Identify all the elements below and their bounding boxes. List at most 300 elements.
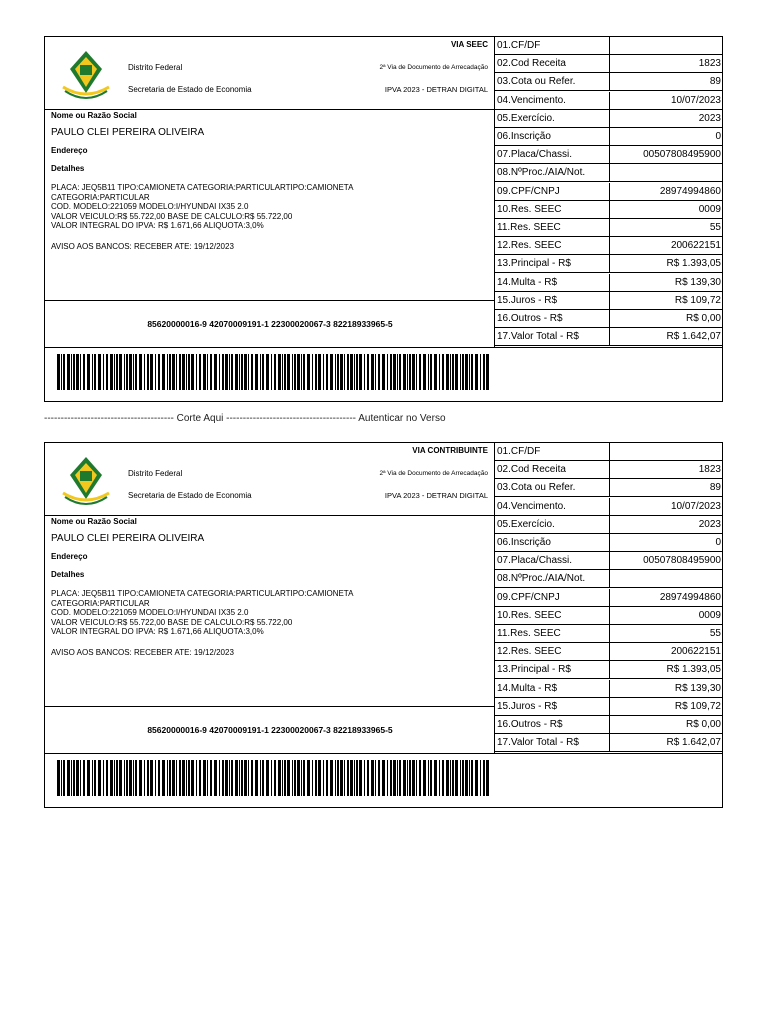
barcode-bar — [428, 354, 429, 390]
barcode-bar — [214, 760, 217, 796]
barcode-bar — [231, 354, 233, 390]
barcode-bar — [147, 760, 149, 796]
barcode-bar — [176, 760, 177, 796]
field-row — [495, 534, 723, 552]
field-value: R$ 139,30 — [609, 680, 723, 697]
barcode-bar — [326, 354, 328, 390]
barcode-bar — [307, 354, 310, 390]
barcode-bar — [106, 760, 108, 796]
barcode-bar — [110, 760, 113, 796]
field-row — [495, 110, 723, 128]
barcode-bar — [356, 354, 358, 390]
barcode-bar — [419, 354, 421, 390]
barcode-bar — [191, 354, 194, 390]
barcode-bar — [251, 354, 253, 390]
barcode-bar — [439, 760, 440, 796]
barcode-bar — [271, 354, 272, 390]
barcode-bar — [278, 760, 281, 796]
barcode — [57, 354, 493, 390]
field-label: 15.Juros - R$ — [497, 700, 558, 712]
barcode-bar — [318, 760, 321, 796]
barcode-bar — [399, 760, 401, 796]
barcode-bar — [393, 760, 396, 796]
barcode-bar — [119, 760, 122, 796]
field-row — [495, 310, 723, 328]
barcode-bar — [94, 354, 96, 390]
ipva-label: IPVA 2023 - DETRAN DIGITAL — [384, 85, 488, 94]
barcode-bar — [155, 354, 156, 390]
field-label: 06.Inscrição — [497, 131, 551, 142]
df-coat-of-arms-icon — [61, 455, 111, 511]
field-value: R$ 1.393,05 — [609, 661, 723, 678]
barcode-bar — [186, 354, 187, 390]
barcode-bar — [73, 354, 75, 390]
field-row — [495, 328, 723, 346]
field-label: 05.Exercício. — [497, 518, 555, 530]
barcode-bar — [139, 354, 142, 390]
barcode-bar — [359, 354, 362, 390]
barcode-bar — [196, 760, 197, 796]
barcode-bar — [430, 354, 432, 390]
barcode-bar — [262, 354, 264, 390]
barcode-bar — [412, 354, 415, 390]
barcode-bar — [71, 760, 72, 796]
details-text — [51, 183, 353, 231]
barcode-bar — [274, 760, 276, 796]
detail-line: VALOR INTEGRAL DO IPVA: R$ 1.671,66 ALIQUOTA:3,0% — [51, 627, 264, 636]
field-value — [609, 443, 723, 460]
via-label: VIA SEEC — [450, 40, 488, 49]
barcode-bar — [129, 760, 132, 796]
barcode-bar — [144, 760, 145, 796]
barcode-bar — [147, 354, 149, 390]
barcode-bar — [367, 354, 369, 390]
field-label: 05.Exercício. — [497, 112, 555, 124]
barcode-bar — [255, 354, 258, 390]
barcode-bar — [483, 760, 485, 796]
barcode-bar — [335, 760, 336, 796]
taxpayer-name: PAULO CLEI PEREIRA OLIVEIRA — [51, 533, 205, 544]
field-label: 09.CPF/CNPJ — [497, 591, 560, 603]
barcode-bar — [176, 354, 177, 390]
barcode-bar — [210, 354, 212, 390]
field-row — [495, 146, 723, 164]
barcode-bar — [347, 760, 349, 796]
barcode-bar — [409, 354, 411, 390]
barcode-bar — [144, 354, 145, 390]
field-value: 0009 — [609, 201, 723, 218]
barcode-bar — [480, 760, 481, 796]
barcode-bar — [222, 354, 224, 390]
field-value — [609, 570, 723, 587]
field-value: 10/07/2023 — [609, 498, 723, 515]
barcode-bar — [274, 354, 276, 390]
field-label: 11.Res. SEEC — [497, 222, 561, 233]
field-label: 16.Outros - R$ — [497, 313, 563, 324]
barcode-bar — [282, 760, 283, 796]
barcode-bar — [241, 760, 243, 796]
barcode-bar — [403, 760, 406, 796]
field-label: 12.Res. SEEC — [497, 646, 562, 658]
barcode-bar — [367, 760, 369, 796]
barcode-bar — [350, 760, 353, 796]
detail-line: CATEGORIA:PARTICULAR — [51, 192, 150, 202]
barcode-bar — [155, 760, 156, 796]
field-row — [495, 92, 723, 110]
barcode — [57, 760, 493, 796]
field-value: 1823 — [609, 55, 723, 72]
barcode-bar — [94, 760, 96, 796]
barcode-bar — [229, 354, 230, 390]
barcode-bar — [350, 354, 353, 390]
field-label: 01.CF/DF — [497, 40, 541, 51]
barcode-bar — [83, 760, 85, 796]
barcode-bar — [450, 354, 451, 390]
barcode-bar — [423, 354, 426, 390]
barcode-bar — [158, 354, 160, 390]
barcode-bar — [199, 760, 201, 796]
barcode-bar — [98, 354, 101, 390]
field-label: 04.Vencimento. — [497, 94, 566, 106]
field-label: 15.Juros - R$ — [497, 294, 558, 306]
field-label: 03.Cota ou Refer. — [497, 482, 576, 494]
field-row — [495, 698, 723, 716]
barcode-bar — [330, 354, 333, 390]
digitable-line: 85620000016-9 42070009191-1 22300020067-3 82218933965-5 — [147, 725, 393, 735]
field-label: 07.Placa/Chassi. — [497, 555, 573, 567]
field-label: 17.Valor Total - R$ — [497, 331, 579, 343]
details-text — [51, 589, 353, 637]
cut-line: --------------------------------------- Corte Aqui --------------------------------------- Autenticar no Verso — [44, 413, 446, 424]
barcode-bar — [416, 760, 417, 796]
barcode-bar — [486, 760, 489, 796]
barcode-bar — [186, 760, 187, 796]
barcode-bar — [251, 760, 253, 796]
field-value: 89 — [609, 479, 723, 496]
barcode-bar — [222, 760, 224, 796]
barcode-bar — [455, 760, 458, 796]
barcode-bar — [235, 354, 238, 390]
barcode-bar — [231, 760, 233, 796]
barcode-bar — [455, 354, 458, 390]
barcode-bar — [450, 760, 451, 796]
barcode-bar — [382, 760, 385, 796]
barcode-bar — [375, 760, 376, 796]
barcode-bar — [330, 760, 333, 796]
barcode-bar — [61, 354, 62, 390]
field-value: 10/07/2023 — [609, 92, 723, 109]
barcode-bar — [399, 354, 401, 390]
field-value: R$ 0,00 — [609, 716, 723, 733]
divider — [45, 300, 495, 301]
barcode-bar — [139, 760, 142, 796]
barcode-bar — [76, 760, 79, 796]
barcode-area — [45, 347, 722, 402]
barcode-bar — [76, 354, 79, 390]
barcode-bar — [271, 760, 272, 796]
barcode-bar — [80, 354, 81, 390]
barcode-bar — [229, 760, 230, 796]
barcode-bar — [235, 760, 238, 796]
barcode-bar — [169, 760, 171, 796]
barcode-bar — [294, 354, 296, 390]
field-value: 00507808495900 — [609, 552, 723, 569]
field-row — [495, 219, 723, 237]
barcode-bar — [462, 354, 464, 390]
detail-line: COD. MODELO:221059 MODELO:I/HYUNDAI IX35 2.0 — [51, 608, 249, 617]
barcode-bar — [393, 354, 396, 390]
field-label: 01.CF/DF — [497, 446, 541, 457]
field-row — [495, 292, 723, 310]
field-label: 13.Principal - R$ — [497, 258, 571, 270]
barcode-bar — [303, 760, 305, 796]
endereco-label: Endereço — [51, 146, 88, 155]
barcode-bar — [219, 760, 220, 796]
barcode-bar — [397, 354, 398, 390]
barcode-bar — [83, 354, 85, 390]
barcode-bar — [260, 760, 261, 796]
barcode-bar — [434, 354, 437, 390]
field-value — [609, 164, 723, 181]
barcode-bar — [225, 354, 228, 390]
barcode-bar — [382, 354, 385, 390]
barcode-bar — [199, 354, 201, 390]
barcode-bar — [446, 760, 449, 796]
barcode-bar — [483, 354, 485, 390]
barcode-bar — [469, 760, 470, 796]
field-value: 0 — [609, 534, 723, 551]
field-label: 06.Inscrição — [497, 537, 551, 548]
barcode-bar — [347, 354, 349, 390]
barcode-bar — [255, 760, 258, 796]
barcode-bar — [110, 354, 113, 390]
barcode-bar — [172, 760, 175, 796]
field-row — [495, 128, 723, 146]
barcode-bar — [133, 354, 134, 390]
barcode-bar — [297, 354, 300, 390]
taxpayer-name: PAULO CLEI PEREIRA OLIVEIRA — [51, 127, 205, 138]
barcode-bar — [442, 760, 444, 796]
barcode-bar — [87, 354, 90, 390]
barcode-bar — [469, 354, 470, 390]
barcode-bar — [150, 760, 153, 796]
field-label: 14.Multa - R$ — [497, 276, 558, 288]
field-label: 03.Cota ou Refer. — [497, 76, 576, 88]
barcode-bar — [344, 760, 345, 796]
barcode-bar — [292, 354, 293, 390]
barcode-bar — [475, 354, 478, 390]
barcode-bar — [378, 354, 380, 390]
barcode-bar — [248, 760, 249, 796]
barcode-bar — [378, 760, 380, 796]
barcode-bar — [409, 760, 411, 796]
barcode-bar — [266, 354, 269, 390]
barcode-bar — [419, 760, 421, 796]
barcode-bar — [207, 354, 208, 390]
barcode-bar — [73, 760, 75, 796]
barcode-bar — [364, 354, 365, 390]
barcode-bar — [248, 354, 249, 390]
barcode-bar — [371, 760, 374, 796]
barcode-bar — [63, 760, 65, 796]
barcode-bar — [318, 354, 321, 390]
field-value: 89 — [609, 73, 723, 90]
barcode-bar — [460, 760, 461, 796]
barcode-bar — [460, 354, 461, 390]
barcode-bar — [116, 354, 118, 390]
nome-label: Nome ou Razão Social — [51, 111, 137, 120]
barcode-bar — [315, 760, 317, 796]
barcode-bar — [225, 760, 228, 796]
field-label: 09.CPF/CNPJ — [497, 185, 560, 197]
barcode-bar — [167, 760, 168, 796]
barcode-bar — [471, 760, 473, 796]
barcode-bar — [129, 354, 132, 390]
barcode-bar — [260, 354, 261, 390]
field-row — [495, 516, 723, 534]
nome-label: Nome ou Razão Social — [51, 517, 137, 526]
barcode-bar — [126, 354, 128, 390]
field-row — [495, 498, 723, 516]
barcode-bar — [407, 760, 408, 796]
barcode-bar — [446, 354, 449, 390]
barcode-bar — [244, 760, 247, 796]
field-row — [495, 274, 723, 292]
barcode-bar — [387, 760, 388, 796]
field-value: 0009 — [609, 607, 723, 624]
divider — [45, 515, 495, 516]
doc-type: 2ª Via de Documento de Arrecadação — [379, 470, 488, 477]
field-row — [495, 37, 723, 55]
barcode-bar — [397, 760, 398, 796]
barcode-bar — [303, 354, 305, 390]
field-value: 200622151 — [609, 237, 723, 254]
barcode-bar — [375, 354, 376, 390]
barcode-bar — [287, 354, 290, 390]
field-row — [495, 443, 723, 461]
barcode-bar — [278, 354, 281, 390]
barcode-bar — [219, 354, 220, 390]
barcode-bar — [196, 354, 197, 390]
barcode-bar — [284, 760, 286, 796]
field-label: 11.Res. SEEC — [497, 628, 561, 639]
field-row — [495, 716, 723, 734]
field-row — [495, 589, 723, 607]
barcode-bar — [335, 354, 336, 390]
field-label: 08.NºProc./AIA/Not. — [497, 167, 586, 179]
barcode-bar — [92, 760, 93, 796]
barcode-bar — [71, 354, 72, 390]
divider — [45, 109, 495, 110]
barcode-bar — [423, 760, 426, 796]
barcode-bar — [452, 354, 454, 390]
barcode-bar — [337, 760, 339, 796]
field-value: 00507808495900 — [609, 146, 723, 163]
barcode-bar — [116, 760, 118, 796]
field-row — [495, 661, 723, 679]
field-row — [495, 237, 723, 255]
field-value: 55 — [609, 219, 723, 236]
field-label: 02.Cod Receita — [497, 464, 566, 476]
field-value: R$ 109,72 — [609, 698, 723, 715]
barcode-bar — [326, 760, 328, 796]
doc-type: 2ª Via de Documento de Arrecadação — [379, 64, 488, 71]
barcode-bar — [239, 354, 240, 390]
barcode-bar — [364, 760, 365, 796]
barcode-bar — [119, 354, 122, 390]
barcode-bar — [182, 760, 185, 796]
barcode-bar — [106, 354, 108, 390]
field-row — [495, 201, 723, 219]
field-label: 17.Valor Total - R$ — [497, 737, 579, 749]
barcode-bar — [312, 760, 313, 796]
barcode-bar — [294, 760, 296, 796]
barcode-bar — [301, 760, 302, 796]
barcode-bar — [307, 760, 310, 796]
barcode-bar — [188, 760, 190, 796]
field-label: 04.Vencimento. — [497, 500, 566, 512]
barcode-bar — [158, 760, 160, 796]
barcode-bar — [57, 354, 60, 390]
field-label: 02.Cod Receita — [497, 58, 566, 70]
digitable-line: 85620000016-9 42070009191-1 22300020067-3 82218933965-5 — [147, 319, 393, 329]
barcode-bar — [412, 760, 415, 796]
barcode-bar — [480, 354, 481, 390]
field-label: 10.Res. SEEC — [497, 609, 562, 621]
barcode-bar — [416, 354, 417, 390]
barcode-bar — [150, 354, 153, 390]
barcode-bar — [323, 354, 324, 390]
field-label: 07.Placa/Chassi. — [497, 149, 573, 161]
barcode-bar — [475, 760, 478, 796]
field-value: 28974994860 — [609, 589, 723, 606]
barcode-bar — [191, 760, 194, 796]
detalhes-label: Detalhes — [51, 164, 85, 173]
barcode-bar — [301, 354, 302, 390]
secretaria-name: Secretaria de Estado de Economia — [128, 85, 252, 94]
via-label: VIA CONTRIBUINTE — [412, 446, 488, 455]
secretaria-name: Secretaria de Estado de Economia — [128, 491, 252, 500]
detail-line: COD. MODELO:221059 MODELO:I/HYUNDAI IX35 2.0 — [51, 202, 249, 211]
field-value: 1823 — [609, 461, 723, 478]
field-label: 10.Res. SEEC — [497, 203, 562, 215]
field-value — [609, 37, 723, 54]
barcode-bar — [162, 760, 165, 796]
field-row — [495, 55, 723, 73]
barcode-bar — [282, 354, 283, 390]
barcode-bar — [98, 760, 101, 796]
payment-slip-contribuinte — [44, 442, 723, 808]
barcode-bar — [452, 760, 454, 796]
barcode-bar — [465, 354, 468, 390]
detail-line: VALOR INTEGRAL DO IPVA: R$ 1.671,66 ALIQUOTA:3,0% — [51, 221, 264, 230]
field-value: 2023 — [609, 110, 723, 127]
barcode-bar — [323, 760, 324, 796]
barcode-bar — [465, 760, 468, 796]
field-row — [495, 183, 723, 201]
divider — [45, 706, 495, 707]
barcode-bar — [135, 354, 137, 390]
field-value: 200622151 — [609, 643, 723, 660]
field-row — [495, 680, 723, 698]
detail-line: VALOR VEICULO:R$ 55.722,00 BASE DE CALCULO:R$ 55.722,00 — [51, 617, 293, 627]
field-row — [495, 461, 723, 479]
barcode-bar — [188, 354, 190, 390]
barcode-bar — [124, 760, 125, 796]
barcode-bar — [359, 760, 362, 796]
field-row — [495, 625, 723, 643]
field-value: 55 — [609, 625, 723, 642]
